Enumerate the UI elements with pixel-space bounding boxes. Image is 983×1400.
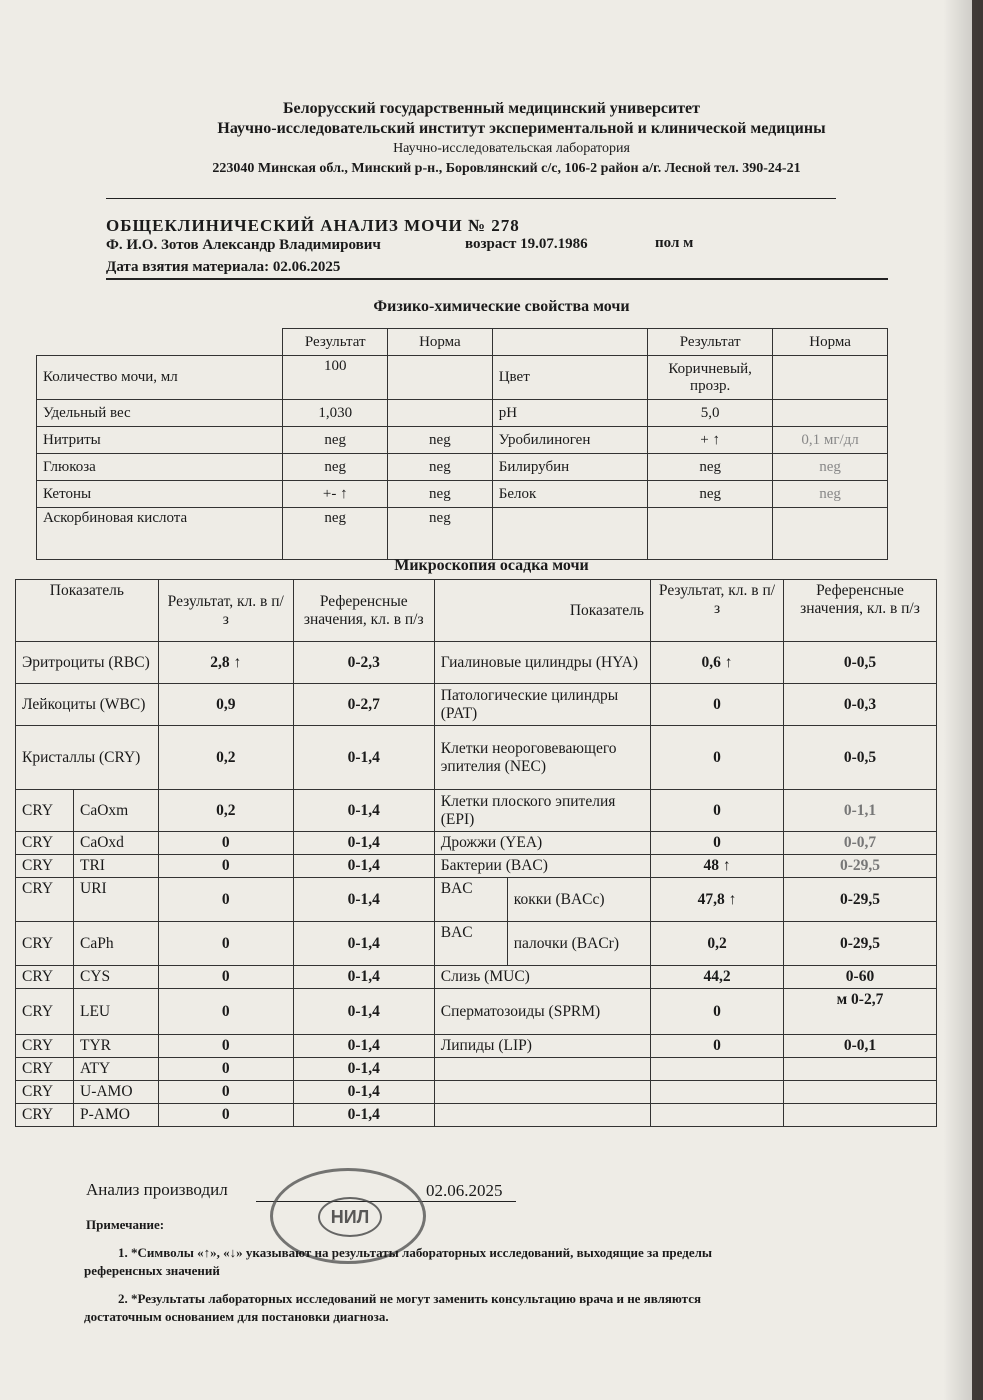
row-result: 0 bbox=[158, 1081, 293, 1104]
page-shadow bbox=[943, 0, 983, 1400]
row-name: Патологические цилиндры (PAT) bbox=[434, 684, 650, 726]
param-name: pH bbox=[492, 400, 647, 427]
row-group: CRY bbox=[16, 922, 74, 966]
row-result: 47,8 ↑ bbox=[651, 878, 784, 922]
row-ref: 0-2,3 bbox=[293, 642, 434, 684]
param-result: neg bbox=[283, 427, 388, 454]
row-result: 0,2 bbox=[651, 922, 784, 966]
param-name: Кетоны bbox=[37, 481, 283, 508]
row-subname: LEU bbox=[74, 989, 159, 1035]
param-name: Нитриты bbox=[37, 427, 283, 454]
row-ref: 0-1,4 bbox=[293, 1058, 434, 1081]
note-2-cont: достаточным основанием для постановки диагноза. bbox=[84, 1309, 389, 1324]
row-ref: 0-1,4 bbox=[293, 832, 434, 855]
row-ref: 0-1,4 bbox=[293, 1081, 434, 1104]
row-result: 0 bbox=[651, 832, 784, 855]
row-group: CRY bbox=[16, 855, 74, 878]
row-name: Липиды (LIP) bbox=[434, 1035, 650, 1058]
param-name: Белок bbox=[492, 481, 647, 508]
lab-name: Научно-исследовательская лаборатория bbox=[393, 141, 630, 156]
row-group: BAC bbox=[434, 878, 507, 922]
row-ref: 0-1,1 bbox=[784, 790, 937, 832]
param-result: 100 bbox=[283, 356, 388, 400]
param-norm bbox=[773, 508, 888, 560]
row-subname: U-AMO bbox=[74, 1081, 159, 1104]
param-result: neg bbox=[283, 454, 388, 481]
row-ref: 0-1,4 bbox=[293, 726, 434, 790]
empty-cell bbox=[434, 1104, 650, 1127]
row-name: Гиалиновые цилиндры (HYA) bbox=[434, 642, 650, 684]
param-norm: neg bbox=[388, 454, 493, 481]
row-result: 0 bbox=[651, 1035, 784, 1058]
row-result: 44,2 bbox=[651, 966, 784, 989]
note-title: Примечание: bbox=[86, 1217, 165, 1232]
row-result: 0 bbox=[158, 855, 293, 878]
row-subname: CaOxd bbox=[74, 832, 159, 855]
param-result: neg bbox=[283, 508, 388, 560]
microscopy-table bbox=[15, 579, 937, 1127]
col-norm-right: Норма bbox=[773, 329, 888, 356]
row-result: 2,8 ↑ bbox=[158, 642, 293, 684]
param-result: 5,0 bbox=[648, 400, 773, 427]
row-subname: CaOxm bbox=[74, 790, 159, 832]
university-name: Белорусский государственный медицинский университет bbox=[282, 100, 701, 117]
row-result: 0 bbox=[651, 989, 784, 1035]
param-name: Уробилиноген bbox=[492, 427, 647, 454]
row-name: Клетки неороговевающего эпителия (NEC) bbox=[434, 726, 650, 790]
col-param-right: Показатель bbox=[434, 580, 650, 642]
row-result: 0,6 ↑ bbox=[651, 642, 784, 684]
note-2: 2. *Результаты лабораторных исследований не могут заменить консультацию врача и не являются bbox=[118, 1291, 702, 1306]
row-ref: 0-1,4 bbox=[293, 989, 434, 1035]
row-name: Лейкоциты (WBC) bbox=[16, 684, 159, 726]
row-ref: 0-1,4 bbox=[293, 855, 434, 878]
param-name: Удельный вес bbox=[37, 400, 283, 427]
row-name: Дрожжи (YEA) bbox=[434, 832, 650, 855]
row-group: CRY bbox=[16, 989, 74, 1035]
empty-cell bbox=[651, 1081, 784, 1104]
row-ref: 0-1,4 bbox=[293, 966, 434, 989]
empty-cell bbox=[784, 1058, 937, 1081]
row-name: Клетки плоского эпителия (EPI) bbox=[434, 790, 650, 832]
param-result: +- ↑ bbox=[283, 481, 388, 508]
row-subname: P-AMO bbox=[74, 1104, 159, 1127]
row-subname: палочки (BACr) bbox=[507, 922, 650, 966]
report-title: ОБЩЕКЛИНИЧЕСКИЙ АНАЛИЗ МОЧИ № 278 bbox=[106, 216, 520, 235]
row-subname: TRI bbox=[74, 855, 159, 878]
param-name: Цвет bbox=[492, 356, 647, 400]
row-ref: 0-1,4 bbox=[293, 1035, 434, 1058]
note-1: 1. *Символы «↑», «↓» указывают на результаты лабораторных исследований, выходящие за пределы bbox=[118, 1245, 713, 1260]
param-norm: neg bbox=[388, 481, 493, 508]
row-result: 0,2 bbox=[158, 726, 293, 790]
empty-cell bbox=[651, 1058, 784, 1081]
param-norm: neg bbox=[773, 454, 888, 481]
param-result: neg bbox=[648, 454, 773, 481]
param-name: Билирубин bbox=[492, 454, 647, 481]
performed-by-label: Анализ производил bbox=[86, 1180, 228, 1199]
row-result: 0 bbox=[651, 790, 784, 832]
sample-date: Дата взятия материала: 02.06.2025 bbox=[106, 259, 341, 275]
row-name: Сперматозоиды (SPRM) bbox=[434, 989, 650, 1035]
row-group: CRY bbox=[16, 966, 74, 989]
physchem-title: Физико-химические свойства мочи bbox=[373, 298, 630, 315]
note-1-cont: референсных значений bbox=[84, 1263, 220, 1278]
empty-cell bbox=[434, 1081, 650, 1104]
row-result: 0 bbox=[158, 922, 293, 966]
row-ref: 0-29,5 bbox=[784, 855, 937, 878]
row-ref: 0-60 bbox=[784, 966, 937, 989]
col-result: Результат, кл. в п/з bbox=[158, 580, 293, 642]
header-divider bbox=[106, 198, 836, 199]
row-result: 0 bbox=[158, 878, 293, 922]
patient-name: Ф. И.О. Зотов Александр Владимирович bbox=[106, 237, 381, 253]
row-ref: 0-0,5 bbox=[784, 726, 937, 790]
param-norm bbox=[388, 356, 493, 400]
row-group: BAC bbox=[434, 922, 507, 966]
param-result: Коричневый, прозр. bbox=[648, 356, 773, 400]
param-name bbox=[492, 508, 647, 560]
param-norm: neg bbox=[773, 481, 888, 508]
row-ref: 0-1,4 bbox=[293, 1104, 434, 1127]
empty-cell bbox=[651, 1104, 784, 1127]
row-result: 0 bbox=[158, 1104, 293, 1127]
row-subname: TYR bbox=[74, 1035, 159, 1058]
param-result: + ↑ bbox=[648, 427, 773, 454]
param-norm bbox=[388, 400, 493, 427]
row-group: CRY bbox=[16, 878, 74, 922]
row-result: 0 bbox=[158, 989, 293, 1035]
col-ref: Референсные значения, кл. в п/з bbox=[293, 580, 434, 642]
row-group: CRY bbox=[16, 1035, 74, 1058]
param-name: Количество мочи, мл bbox=[37, 356, 283, 400]
patient-sex: пол м bbox=[655, 235, 694, 251]
row-name: Кристаллы (CRY) bbox=[16, 726, 159, 790]
row-result: 48 ↑ bbox=[651, 855, 784, 878]
row-ref: м 0-2,7 bbox=[784, 989, 937, 1035]
row-ref: 0-1,4 bbox=[293, 790, 434, 832]
row-ref: 0-29,5 bbox=[784, 922, 937, 966]
col-norm: Норма bbox=[388, 329, 493, 356]
empty-cell bbox=[784, 1104, 937, 1127]
physchem-table bbox=[36, 328, 888, 560]
param-norm bbox=[773, 356, 888, 400]
row-result: 0 bbox=[158, 1035, 293, 1058]
row-name: Эритроциты (RBC) bbox=[16, 642, 159, 684]
row-subname: CaPh bbox=[74, 922, 159, 966]
title-divider bbox=[106, 278, 888, 280]
row-name: Слизь (MUC) bbox=[434, 966, 650, 989]
param-norm: neg bbox=[388, 508, 493, 560]
param-result bbox=[648, 508, 773, 560]
empty-cell bbox=[784, 1081, 937, 1104]
param-result: 1,030 bbox=[283, 400, 388, 427]
empty-cell bbox=[434, 1058, 650, 1081]
param-norm: 0,1 мг/дл bbox=[773, 427, 888, 454]
address: 223040 Минская обл., Минский р-н., Боровлянский с/с, 106-2 район а/г. Лесной тел. 390-24-21 bbox=[212, 161, 801, 176]
microscopy-title: Микроскопия осадка мочи bbox=[394, 557, 589, 574]
stamp-text: НИЛ bbox=[318, 1197, 382, 1237]
row-result: 0 bbox=[158, 966, 293, 989]
col-param: Показатель bbox=[16, 580, 159, 642]
patient-dob: возраст 19.07.1986 bbox=[465, 236, 588, 252]
row-group: CRY bbox=[16, 1081, 74, 1104]
institute-name: Научно-исследовательский институт экспериментальной и клинической медицины bbox=[217, 120, 826, 137]
row-subname: ATY bbox=[74, 1058, 159, 1081]
col-result: Результат bbox=[283, 329, 388, 356]
row-name: Бактерии (BAC) bbox=[434, 855, 650, 878]
analysis-date: 02.06.2025 bbox=[426, 1181, 503, 1200]
row-subname: кокки (BACc) bbox=[507, 878, 650, 922]
row-group: CRY bbox=[16, 832, 74, 855]
col-result-right: Результат, кл. в п/з bbox=[651, 580, 784, 642]
param-name: Глюкоза bbox=[37, 454, 283, 481]
param-result: neg bbox=[648, 481, 773, 508]
row-ref: 0-0,1 bbox=[784, 1035, 937, 1058]
row-group: CRY bbox=[16, 1104, 74, 1127]
param-norm: neg bbox=[388, 427, 493, 454]
row-result: 0 bbox=[651, 684, 784, 726]
row-subname: URI bbox=[74, 878, 159, 922]
row-ref: 0-2,7 bbox=[293, 684, 434, 726]
row-group: CRY bbox=[16, 790, 74, 832]
row-ref: 0-0,5 bbox=[784, 642, 937, 684]
row-result: 0 bbox=[158, 832, 293, 855]
col-ref-right: Референсные значения, кл. в п/з bbox=[784, 580, 937, 642]
row-ref: 0-0,7 bbox=[784, 832, 937, 855]
row-result: 0,9 bbox=[158, 684, 293, 726]
row-group: CRY bbox=[16, 1058, 74, 1081]
row-result: 0 bbox=[158, 1058, 293, 1081]
row-ref: 0-1,4 bbox=[293, 922, 434, 966]
row-ref: 0-29,5 bbox=[784, 878, 937, 922]
col-result-right: Результат bbox=[648, 329, 773, 356]
row-ref: 0-0,3 bbox=[784, 684, 937, 726]
row-subname: CYS bbox=[74, 966, 159, 989]
param-name: Аскорбиновая кислота bbox=[37, 508, 283, 560]
param-norm bbox=[773, 400, 888, 427]
row-result: 0 bbox=[651, 726, 784, 790]
row-ref: 0-1,4 bbox=[293, 878, 434, 922]
row-result: 0,2 bbox=[158, 790, 293, 832]
